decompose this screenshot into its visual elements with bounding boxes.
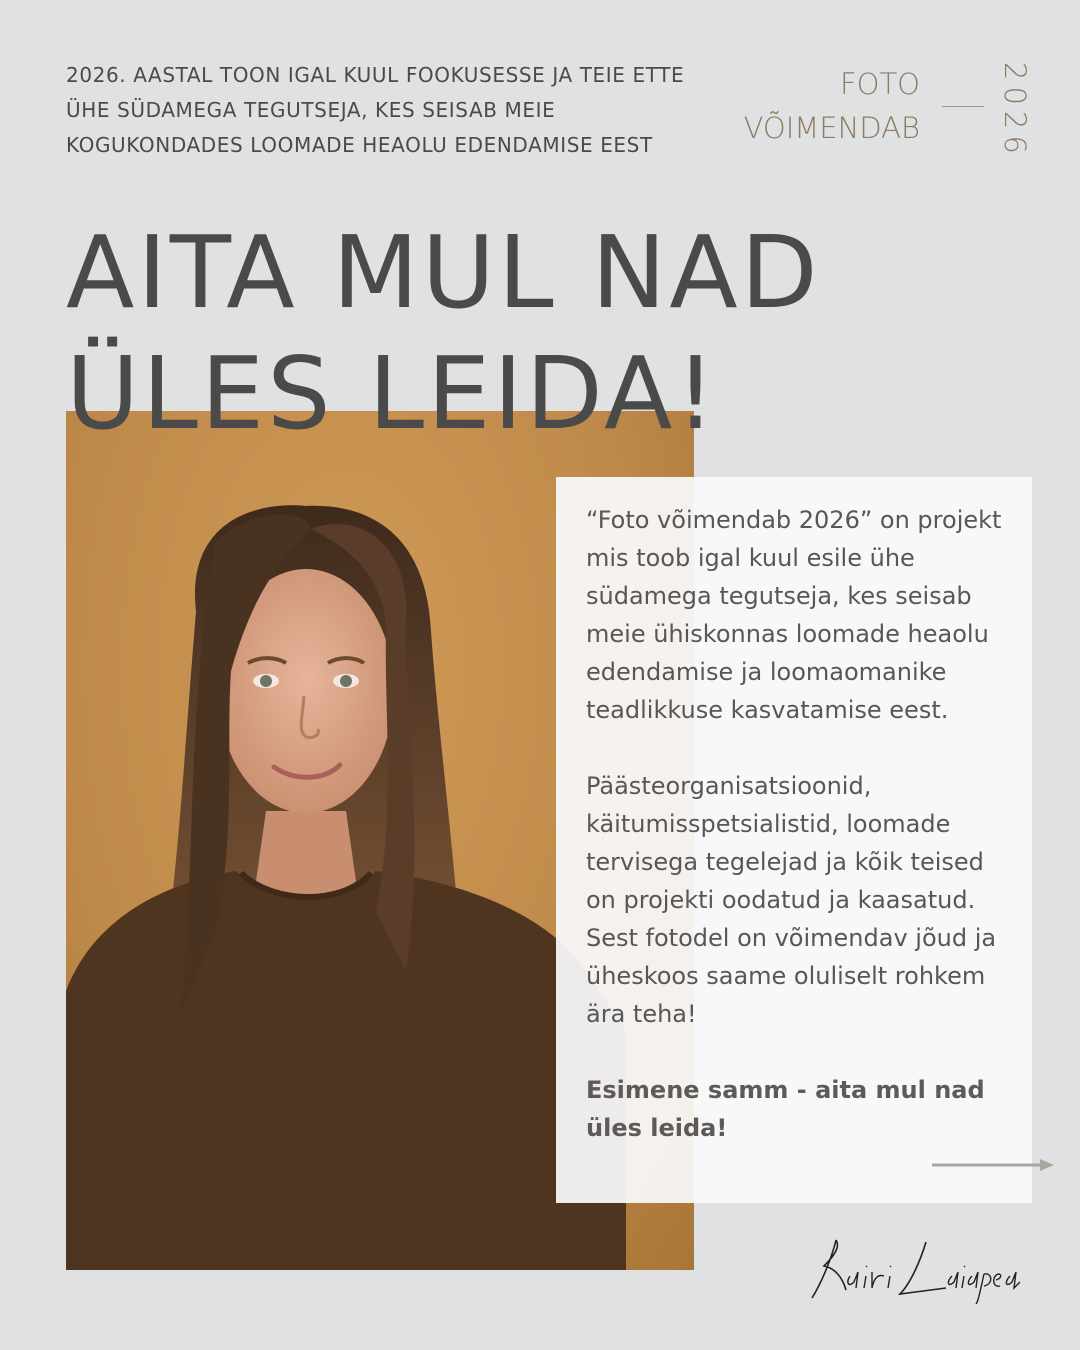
brand-line-1: FOTO <box>839 67 920 101</box>
card-paragraph-2: Päästeorganisatsioonid, käitumisspetsialistid, loomade tervisega tegelejad ja kõik teised on projekti oodatud ja kaasatud. Sest fotodel on võimendav jõud ja üheskoos saame oluliselt rohkem ära teha! <box>586 772 997 1028</box>
card-paragraph-1: “Foto võimendab 2026” on projekt mis toob igal kuul esile ühe südamega tegutseja, kes seisab meie ühiskonnas loomade heaolu edendamise ja loomaomanike teadlikkuse kasvatamise eest. <box>586 506 1002 724</box>
brand-year: 2026 <box>998 62 1032 160</box>
brand-line-2: VÕIMENDAB <box>743 111 920 145</box>
headline-line-2: ÜLES LEIDA! <box>66 335 719 452</box>
card-cta: Esimene samm - aita mul nad üles leida! <box>586 1076 985 1142</box>
brand-divider <box>942 106 984 107</box>
arrow-right-icon[interactable] <box>932 1157 1056 1173</box>
headline-line-1: AITA MUL NAD <box>66 214 821 331</box>
signature-logo <box>806 1232 1022 1304</box>
info-card <box>556 477 1032 1203</box>
brand-logo <box>700 62 920 150</box>
intro-text: 2026. AASTAL TOON IGAL KUUL FOOKUSESSE JA TEIE ETTE ÜHE SÜDAMEGA TEGUTSEJA, KES SEISAB MEIE KOGUKONDADES LOOMADE HEAOLU EDENDAMISE EEST <box>66 63 685 157</box>
headline <box>66 212 966 454</box>
